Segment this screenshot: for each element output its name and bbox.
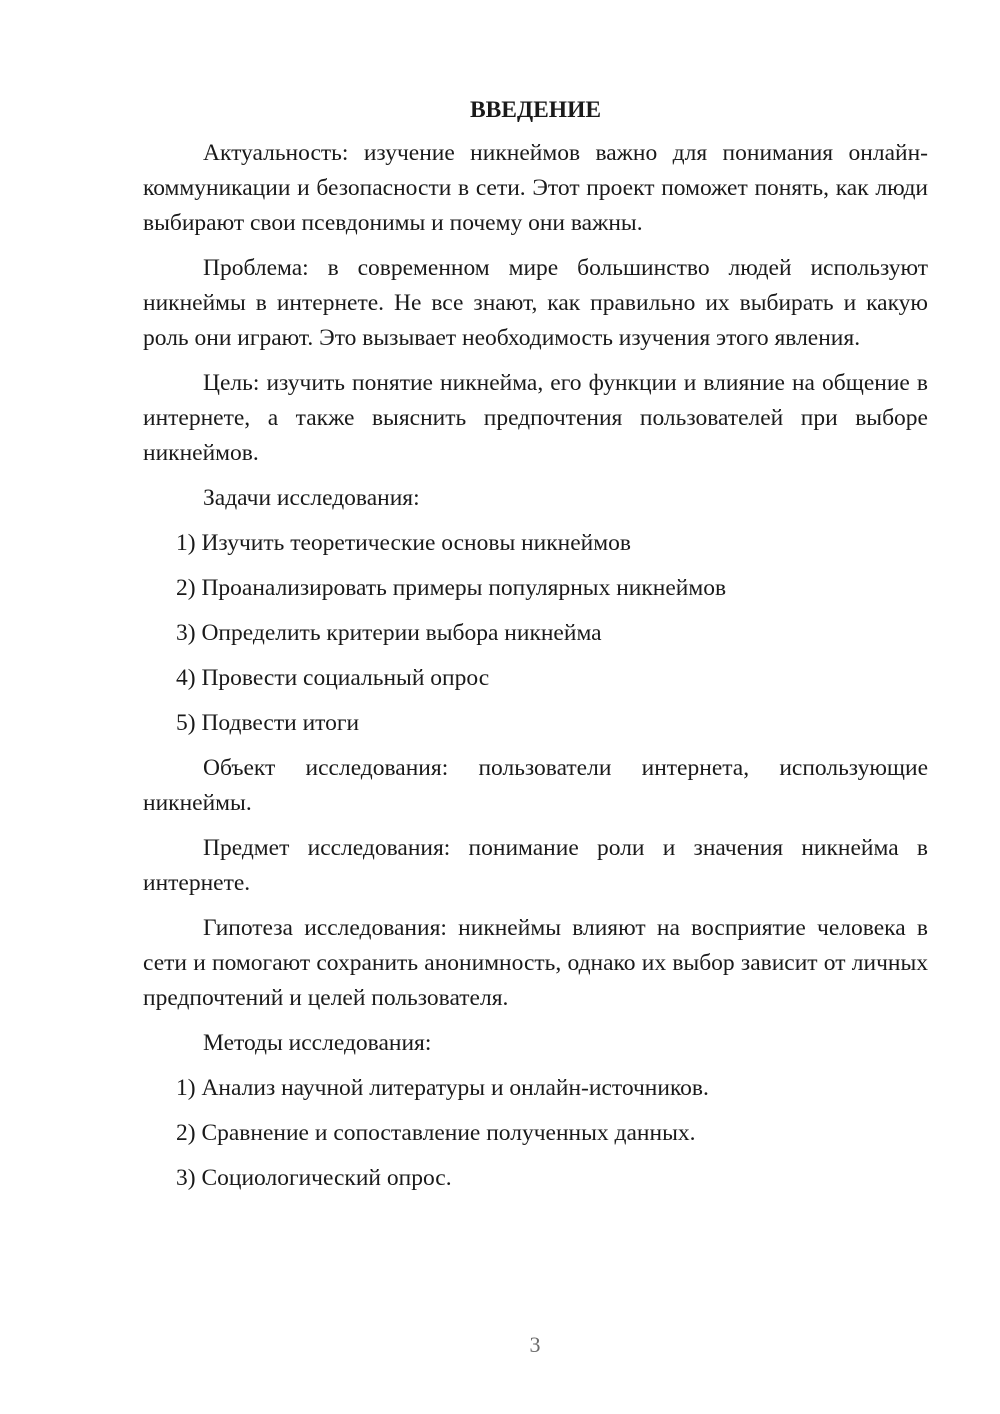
tasks-heading: Задачи исследования: — [203, 485, 420, 511]
list-item: 1) Изучить теоретические основы никнеймов — [176, 530, 631, 556]
page-content — [143, 93, 928, 1196]
list-item: 4) Провести социальный опрос — [176, 665, 490, 691]
list-item: 1) Анализ научной литературы и онлайн-источников. — [176, 1075, 709, 1101]
relevance-paragraph: Актуальность: изучение никнеймов важно для понимания онлайн-коммуникации и безопасности в сети. Этот проект поможет понять, как люди выбирают свои псевдонимы и почему они важны. — [143, 140, 928, 236]
list-item: 3) Социологический опрос. — [176, 1165, 452, 1191]
methods-list — [143, 1071, 928, 1196]
hypothesis-paragraph: Гипотеза исследования: никнеймы влияют на восприятие человека в сети и помогают сохранить анонимность, однако их выбор зависит от личных предпочтений и целей пользователя. — [143, 915, 928, 1011]
page-number: 3 — [529, 1332, 541, 1357]
goal-paragraph: Цель: изучить понятие никнейма, его функции и влияние на общение в интернете, а также выяснить предпочтения пользователей при выборе никнеймов. — [143, 370, 928, 466]
problem-paragraph: Проблема: в современном мире большинство людей используют никнеймы в интернете. Не все знают, как правильно их выбирать и какую роль они играют. Это вызывает необходимость изучения этого явления. — [143, 255, 928, 351]
object-paragraph: Объект исследования: пользователи интернета, использующие никнеймы. — [143, 755, 928, 816]
list-item: 5) Подвести итоги — [176, 710, 360, 736]
list-item: 2) Проанализировать примеры популярных никнеймов — [176, 575, 727, 601]
methods-heading: Методы исследования: — [203, 1030, 432, 1056]
tasks-list — [143, 526, 928, 741]
list-item: 2) Сравнение и сопоставление полученных данных. — [176, 1120, 696, 1146]
subject-paragraph: Предмет исследования: понимание роли и значения никнейма в интернете. — [143, 835, 928, 896]
list-item: 3) Определить критерии выбора никнейма — [176, 620, 602, 646]
section-title: ВВЕДЕНИЕ — [469, 97, 602, 123]
